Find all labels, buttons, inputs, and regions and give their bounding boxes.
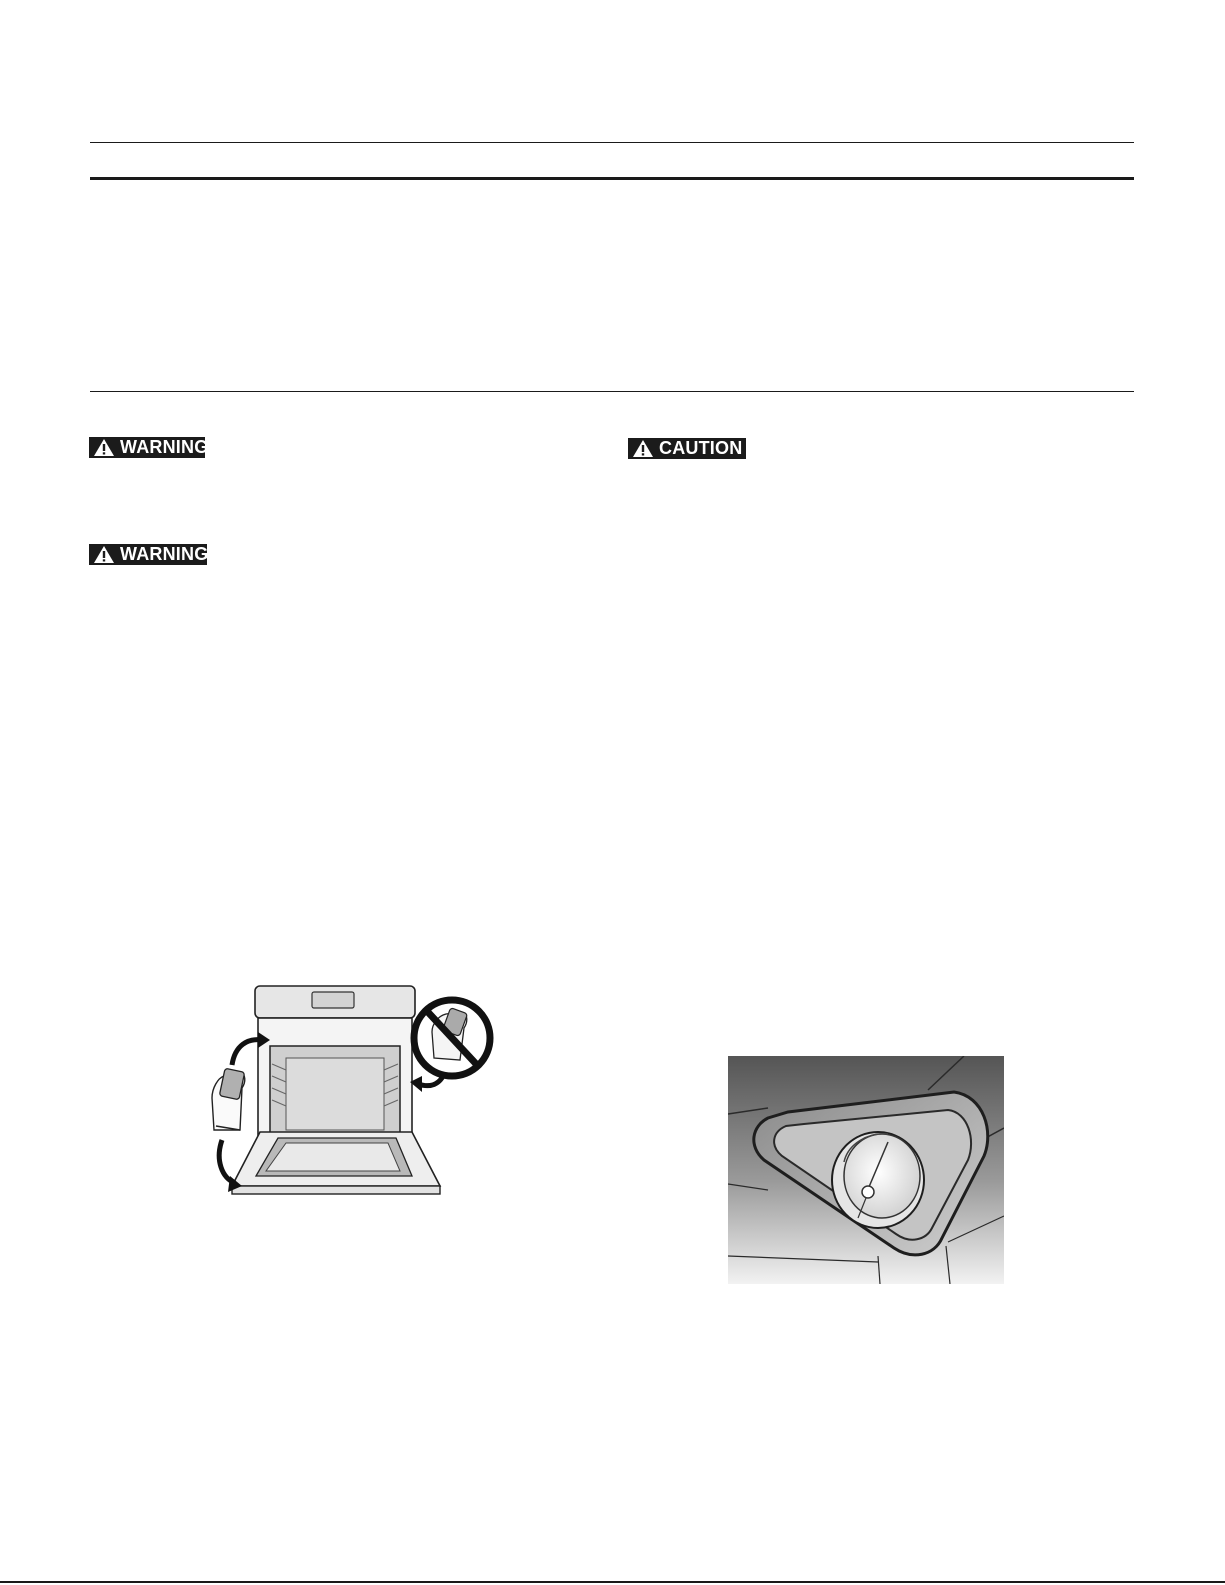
warning-triangle-icon (632, 439, 654, 458)
oven-light-cover-illustration (728, 1056, 1004, 1284)
warning-triangle-icon (93, 545, 115, 564)
warning-triangle-icon (93, 438, 115, 457)
header-rule-thick (90, 177, 1134, 180)
section-rule (90, 391, 1134, 392)
warning-badge (89, 437, 209, 458)
warning-badge (89, 544, 207, 565)
caution-label: CAUTION (659, 438, 743, 458)
caution-badge (628, 438, 746, 459)
footer-rule (0, 1581, 1225, 1583)
header-rule-top (90, 142, 1134, 143)
warning-label: WARNING (120, 544, 209, 564)
oven-door-cleaning-illustration (200, 980, 500, 1200)
warning-label: WARNING (120, 437, 209, 457)
